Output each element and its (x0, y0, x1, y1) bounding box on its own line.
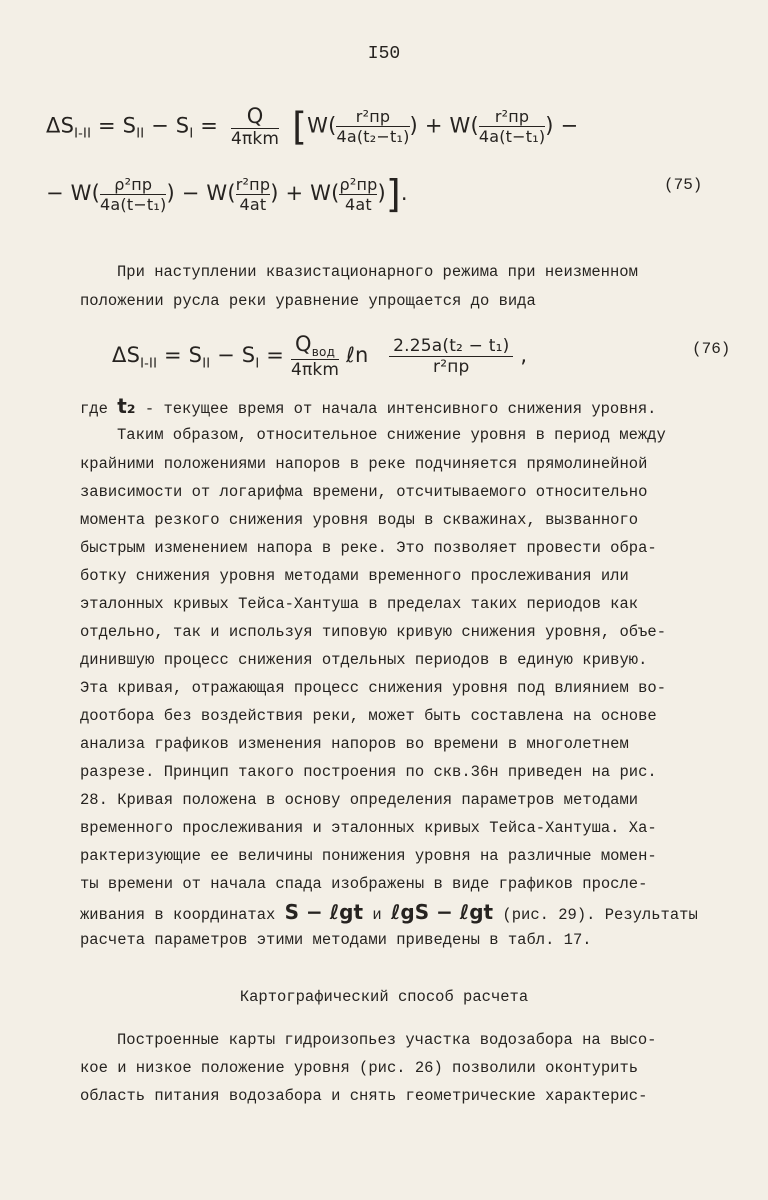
eq76-number: (76) (692, 340, 731, 358)
paragraph-line: ты времени от начала спада изображены в виде графиков просле- (80, 875, 648, 893)
coord-tail: (рис. 29). Результаты (493, 906, 698, 924)
paragraph-line: доотбора без воздействия реки, может быть составлена на основе (80, 707, 657, 725)
page-number: I50 (367, 44, 401, 64)
paragraph-line: эталонных кривых Тейса-Хантуша в пределах таких периодов как (80, 595, 639, 613)
paragraph-line: динившую процесс снижения отдельных периодов в единую кривую. (80, 651, 648, 669)
coord-mid: и (363, 906, 391, 924)
paragraph-line: При наступлении квазистационарного режима при неизменном (117, 263, 638, 281)
paragraph-line: отдельно, так и используя типовую кривую снижения уровня, объе- (80, 623, 666, 641)
eq75-line2: − W( ρ²пр 4a(t−t₁) ) − W( r²пр 4at ) + W( ρ²пр 4at )]. (46, 172, 408, 216)
paragraph-line: временного прослеживания и эталонных кривых Тейса-Хантуша. Ха- (80, 819, 657, 837)
eq75-number: (75) (664, 176, 703, 194)
paragraph-line: кое и низкое положение уровня (рис. 26) позволили оконтурить (80, 1059, 639, 1077)
paragraph-line: Построенные карты гидроизопьез участка водозабора на высо- (117, 1031, 657, 1049)
eq76-formula: $\Delta S_{I-II} = S_{II} - S_I$ = $Q_{вод}$ 4πkm ℓn 2.25a(t₂ − t₁) r²пр , (112, 332, 528, 381)
gde-lead: где (80, 400, 118, 418)
variable-t2: t₂ (117, 394, 136, 418)
coord-lead: живания в координатах (80, 906, 285, 924)
paragraph-line: положении русла реки уравнение упрощается до вида (80, 292, 536, 310)
paragraph-line: быстрым изменением напора в реке. Это позволяет провести обра- (80, 539, 657, 557)
section-heading: Картографический способ расчета (239, 988, 529, 1006)
paragraph-line: Эта кривая, отражающая процесс снижения уровня под влиянием во- (80, 679, 666, 697)
paragraph-line: Таким образом, относительное снижение уровня в период между (117, 426, 666, 444)
paragraph-line: зависимости от логарифма времени, отсчитываемого относительно (80, 483, 648, 501)
paragraph-line: рактеризующие ее величины понижения уровня на различные момен- (80, 847, 657, 865)
paragraph-line: область питания водозабора и снять геометрические характерис- (80, 1087, 648, 1105)
paragraph-line (80, 902, 698, 925)
paragraph-line (80, 396, 656, 419)
paragraph-line: 28. Кривая положена в основу определения параметров методами (80, 791, 639, 809)
formula-lgs-lgt: ℓgS − ℓgt (390, 900, 494, 924)
paragraph-line: расчета параметров этими методами приведены в табл. 17. (80, 931, 592, 949)
formula-s-lgt: S − ℓgt (284, 900, 364, 924)
gde-rest: - текущее время от начала интенсивного снижения уровня. (135, 400, 657, 418)
paragraph-line: ботку снижения уровня методами временного прослеживания или (80, 567, 629, 585)
paragraph-line: разрезе. Принцип такого построения по скв.36н приведен на рис. (80, 763, 657, 781)
eq75-line1: $\Delta S_{I-II} = S_{II} - S_I$ = Q 4πkm [W( r²пр 4a(t₂−t₁) ) + W( r²пр 4a(t−t₁) ) − (46, 104, 579, 149)
paragraph-line: момента резкого снижения уровня воды в скважинах, вызванного (80, 511, 639, 529)
paragraph-line: крайними положениями напоров в реке подчиняется прямолинейной (80, 455, 648, 473)
paragraph-line: анализа графиков изменения напоров во времени в многолетнем (80, 735, 629, 753)
